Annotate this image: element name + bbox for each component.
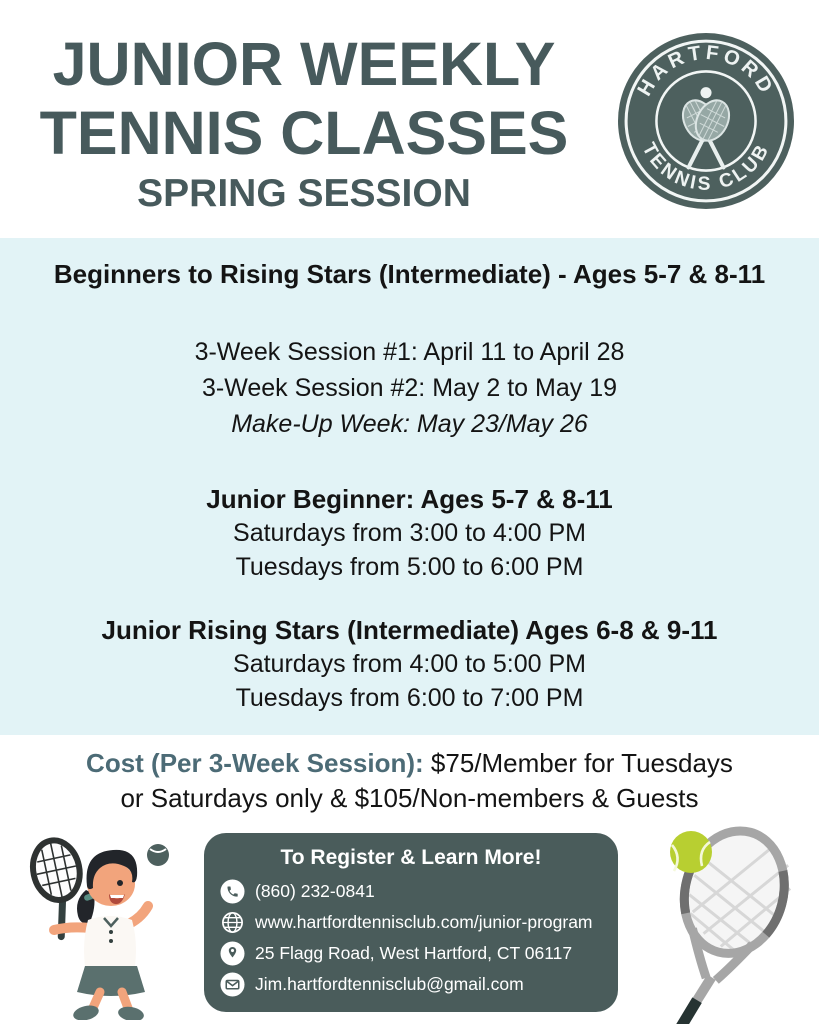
contact-email-text: Jim.hartfordtennisclub@gmail.com	[255, 974, 524, 994]
tennis-ball-icon	[670, 831, 712, 873]
session-1-dates: 3-Week Session #1: April 11 to April 28	[194, 338, 625, 366]
session-2-dates: 3-Week Session #2: May 2 to May 19	[201, 374, 617, 402]
logo-bottom-text: TENNIS CLUB	[637, 139, 775, 195]
junior-beginner-time-1: Saturdays from 3:00 to 4:00 PM	[233, 519, 586, 547]
rising-stars-time-2: Tuesdays from 6:00 to 7:00 PM	[235, 684, 584, 712]
rising-stars-block	[0, 613, 819, 715]
rising-stars-title: Junior Rising Stars (Intermediate) Ages 6-8 & 9-11	[101, 615, 718, 645]
contact-heading: To Register & Learn More!	[280, 846, 542, 869]
page-subtitle: SPRING SESSION	[137, 172, 471, 215]
cost-details: $75/Member for Tuesdays or Saturdays only & $105/Non-members & Guests	[120, 748, 733, 813]
session-dates	[0, 334, 819, 442]
contact-card	[204, 833, 618, 1012]
header-title-block	[28, 30, 580, 216]
email-icon	[220, 972, 245, 997]
makeup-week: Make-Up Week: May 23/May 26	[231, 410, 588, 438]
cost-label: Cost (Per 3-Week Session):	[86, 748, 424, 778]
cost-line	[80, 746, 739, 816]
contact-phone-text: (860) 232-0841	[255, 881, 375, 901]
contact-website-row	[220, 910, 602, 935]
racket-and-ball-illustration	[638, 812, 810, 1024]
contact-address-text: 25 Flagg Road, West Hartford, CT 06117	[255, 943, 573, 963]
girl-ball-icon	[147, 844, 169, 866]
logo-ball-icon	[700, 87, 711, 98]
logo-top-text: HARTFORD	[633, 41, 779, 100]
contact-website-text: www.hartfordtennisclub.com/junior-program	[255, 912, 593, 932]
junior-beginner-time-2: Tuesdays from 5:00 to 6:00 PM	[235, 553, 584, 581]
junior-beginner-block	[0, 482, 819, 584]
page-title-line2: TENNIS CLASSES	[39, 99, 569, 167]
globe-icon	[220, 910, 245, 935]
phone-icon	[220, 879, 245, 904]
page-title-line1: JUNIOR WEEKLY	[52, 30, 556, 98]
contact-address-row	[220, 941, 602, 966]
contact-email-row	[220, 972, 602, 997]
location-pin-icon	[220, 941, 245, 966]
schedule-section	[0, 238, 819, 735]
junior-beginner-title: Junior Beginner: Ages 5-7 & 8-11	[206, 484, 613, 514]
rising-stars-time-1: Saturdays from 4:00 to 5:00 PM	[233, 650, 586, 678]
girl-player-illustration	[12, 828, 184, 1020]
contact-phone-row	[220, 879, 602, 904]
program-heading: Beginners to Rising Stars (Intermediate) - Ages 5-7 & 8-11	[53, 259, 766, 289]
hartford-tennis-club-logo	[618, 33, 794, 209]
